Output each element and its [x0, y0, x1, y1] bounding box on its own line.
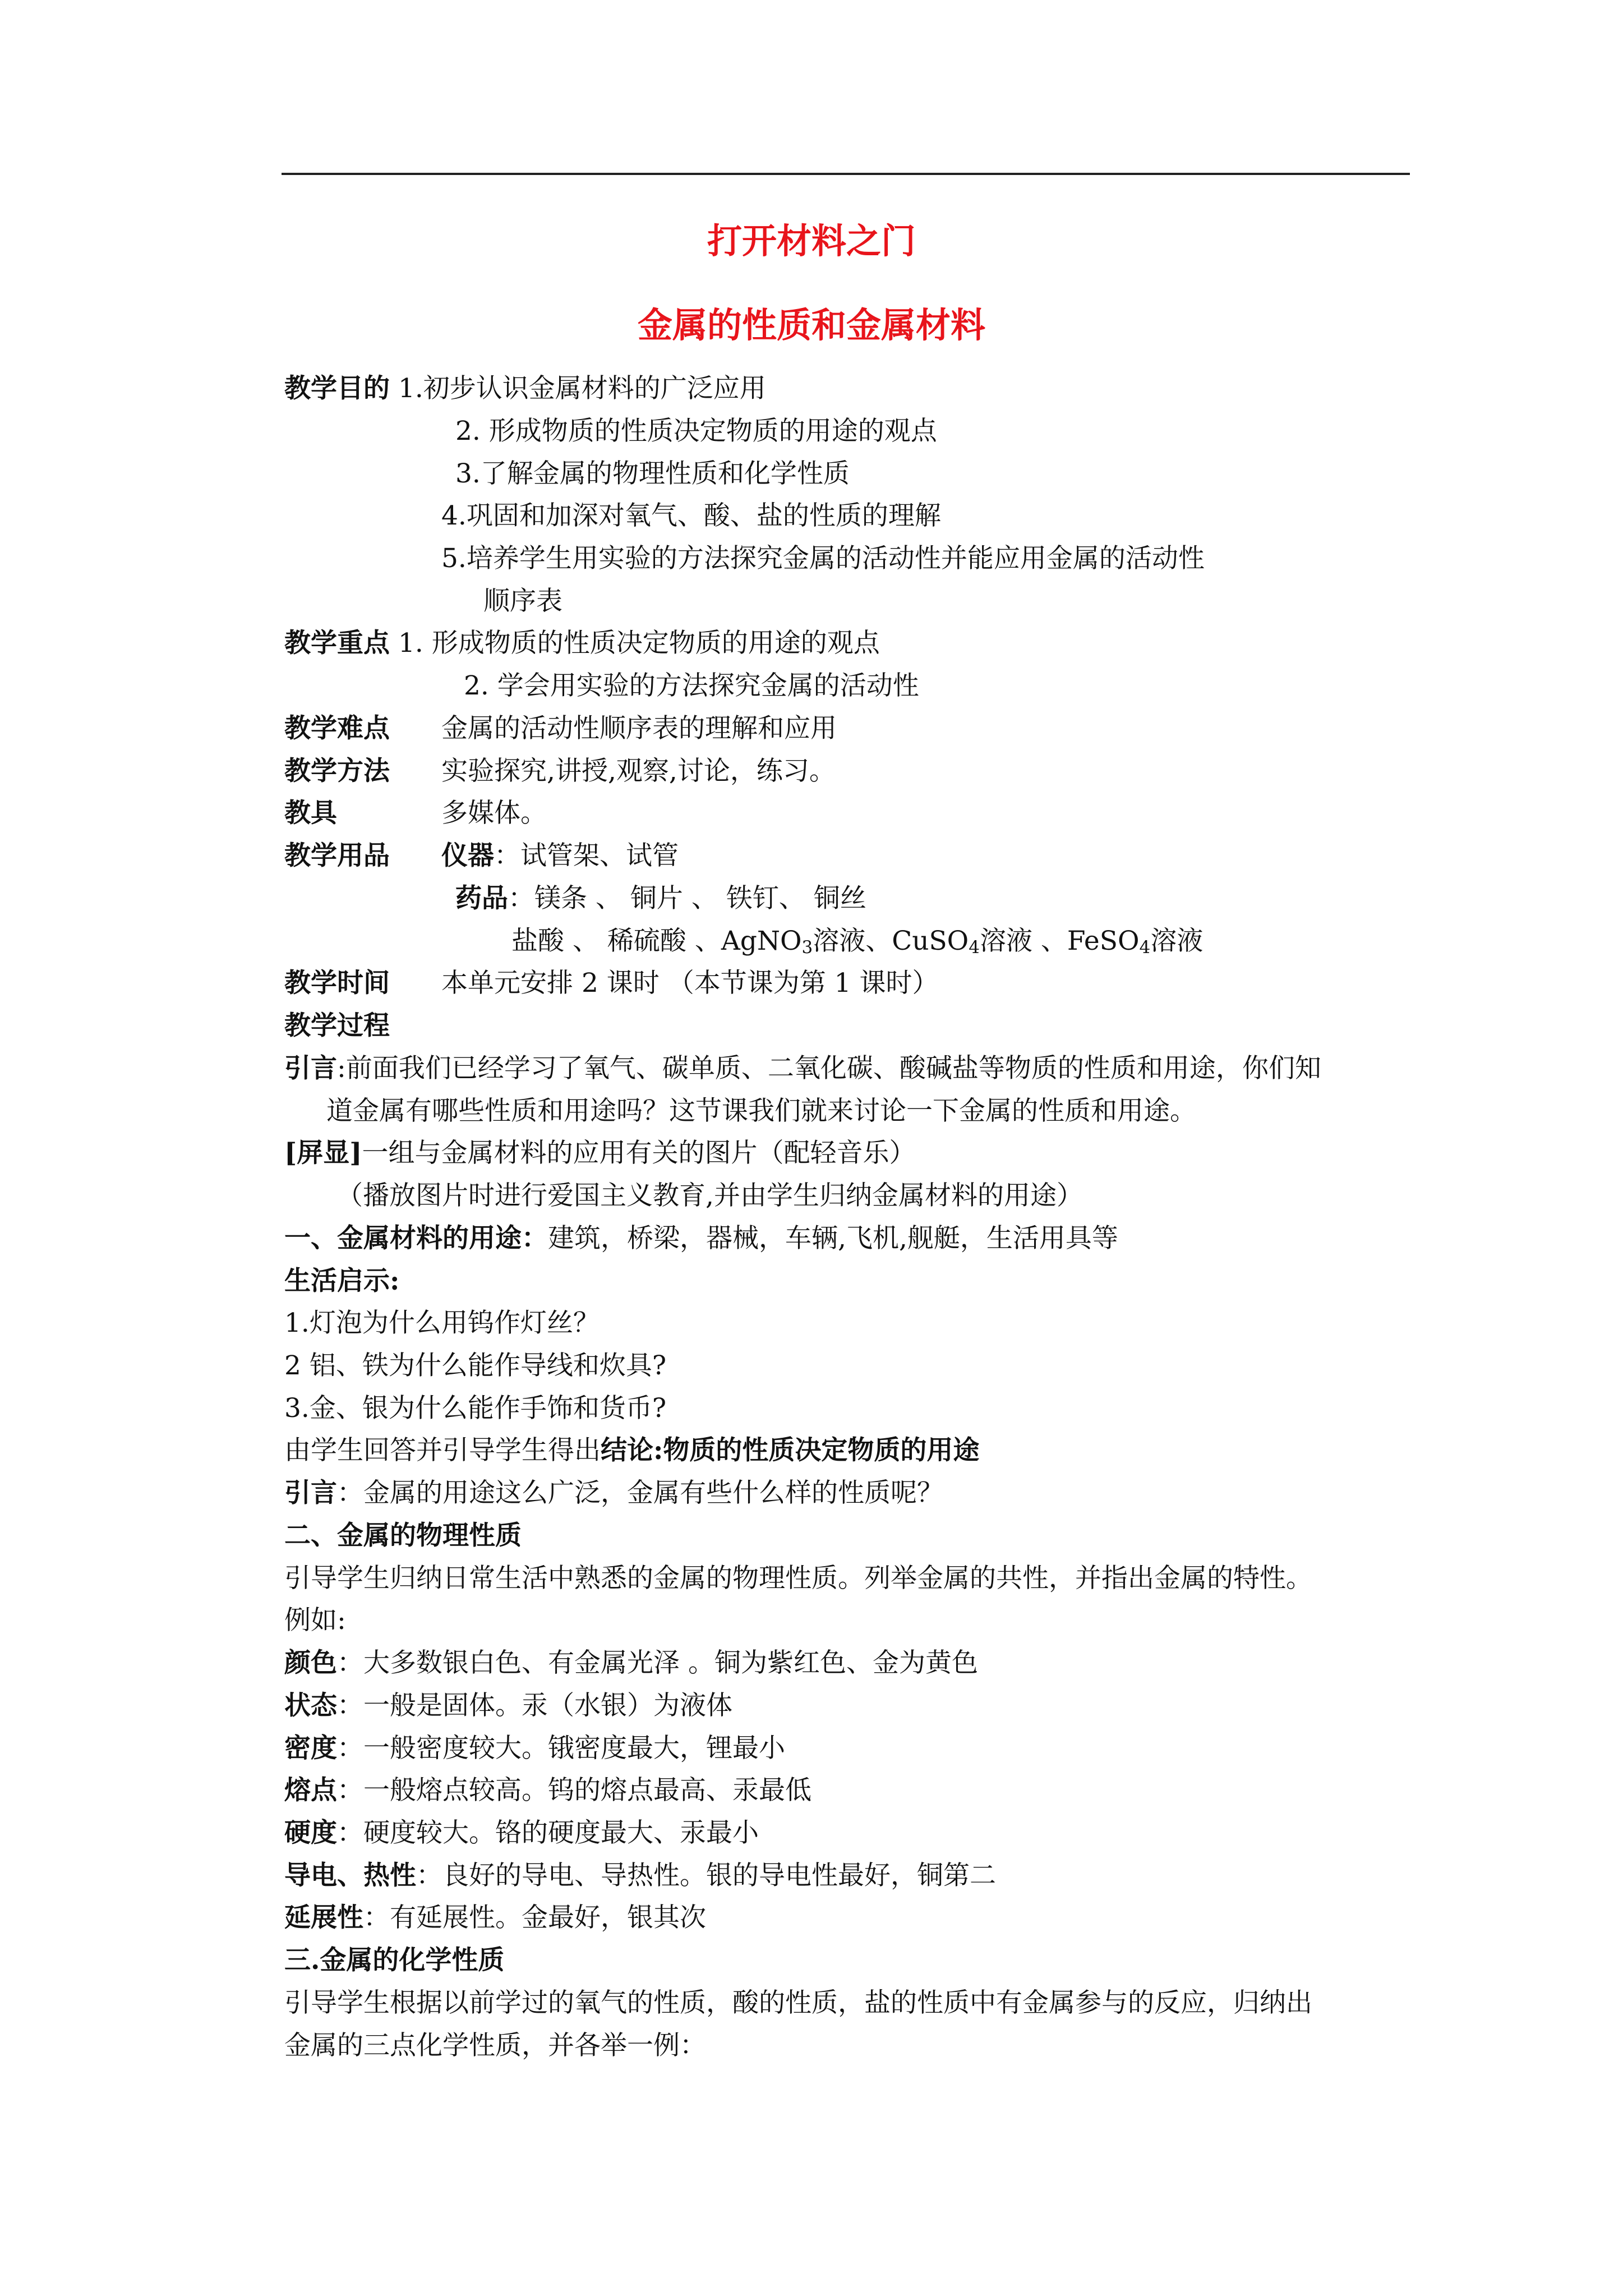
reagents-label: 药品 — [455, 883, 508, 914]
difficulty-text: 金属的活动性顺序表的理解和应用 — [441, 713, 837, 744]
supplies-label: 教学用品 — [284, 840, 390, 871]
screen-note: （播放图片时进行爱国主义教育,并由学生归纳金属材料的用途） — [336, 1180, 1083, 1211]
reagents-line-1: 药品：镁条 、 铜片 、 铁钉、 铜丝 — [455, 883, 866, 914]
conclusion-line: 由学生回答并引导学生得出结论:物质的性质决定物质的用途 — [284, 1435, 980, 1466]
document-subtitle: 金属的性质和金属材料 — [637, 305, 985, 346]
life-question-1: 1.灯泡为什么用钨作灯丝？ — [284, 1308, 600, 1338]
objective-item-4: 4.巩固和加深对氧气、酸、盐的性质的理解 — [441, 500, 941, 531]
document-title: 打开材料之门 — [707, 220, 916, 261]
time-label: 教学时间 — [284, 968, 390, 999]
methods-label: 教学方法 — [284, 756, 390, 786]
uses-heading: 一、金属材料的用途： — [284, 1223, 548, 1254]
objective-item-2: 2. 形成物质的性质决定物质的用途的观点 — [455, 416, 937, 447]
instruments-line: 仪器：试管架、试管 — [441, 840, 679, 871]
time-text: 本单元安排 2 课时 （本节课为第 1 课时） — [441, 968, 939, 999]
header-rule — [282, 173, 1410, 175]
key-points-line-1: 教学重点 1. 形成物质的性质决定物质的用途的观点 — [284, 628, 880, 659]
prop-ductility: 延展性：有延展性。金最好，银其次 — [284, 1902, 706, 1933]
objective-item-5-cont: 顺序表 — [483, 586, 562, 616]
prop-hardness: 硬度：硬度较大。铬的硬度最大、汞最小 — [284, 1818, 759, 1848]
prop-color: 颜色：大多数银白色、有金属光泽 。铜为紫红色、金为黄色 — [284, 1648, 978, 1678]
tools-text: 多媒体。 — [441, 798, 547, 829]
intro-line-2: 道金属有哪些性质和用途吗？这节课我们就来讨论一下金属的性质和用途。 — [326, 1096, 1196, 1126]
key-points-label: 教学重点 — [284, 628, 390, 659]
life-heading: 生活启示: — [284, 1266, 400, 1296]
intro2-line: 引言：金属的用途这么广泛，金属有些什么样的性质呢？ — [284, 1478, 943, 1508]
physical-heading: 二、金属的物理性质 — [284, 1520, 522, 1551]
intro2-label: 引言 — [284, 1478, 337, 1508]
physical-desc: 引导学生归纳日常生活中熟悉的金属的物理性质。列举金属的共性，并指出金属的特性。 — [284, 1563, 1312, 1594]
objective-item-5: 5.培养学生用实验的方法探究金属的活动性并能应用金属的活动性 — [441, 543, 1205, 574]
objectives-label: 教学目的 — [284, 373, 390, 404]
intro-label: 引言 — [284, 1053, 337, 1084]
conclusion-label: 结论:物质的性质决定物质的用途 — [601, 1435, 980, 1466]
chemical-heading: 三.金属的化学性质 — [284, 1945, 505, 1976]
prop-density: 密度：一般密度较大。锇密度最大，锂最小 — [284, 1733, 785, 1764]
screen-line: [屏显]一组与金属材料的应用有关的图片（配轻音乐） — [284, 1138, 916, 1168]
screen-label: [屏显] — [284, 1138, 362, 1168]
key-point-item-2: 2. 学会用实验的方法探究金属的活动性 — [464, 670, 919, 701]
intro-line-1: 引言:前面我们已经学习了氧气、碳单质、二氧化碳、酸碱盐等物质的性质和用途，你们知 — [284, 1053, 1321, 1084]
chemical-line-2: 金属的三点化学性质，并各举一例： — [284, 2030, 706, 2061]
tools-label: 教具 — [284, 798, 337, 829]
uses-line: 一、金属材料的用途：建筑，桥梁，器械，车辆,飞机,舰艇，生活用具等 — [284, 1223, 1118, 1254]
prop-conductivity: 导电、热性：良好的导电、导热性。银的导电性最好，铜第二 — [284, 1860, 996, 1891]
process-label: 教学过程 — [284, 1010, 390, 1041]
life-question-3: 3.金、银为什么能作手饰和货币? — [284, 1393, 667, 1424]
physical-example: 例如: — [284, 1605, 346, 1636]
reagents-line-2: 盐酸 、 稀硫酸 、AgNO$_3$溶液、CuSO$_4$溶液 、FeSO$_4$溶液 — [511, 926, 1204, 958]
prop-state: 状态：一般是固体。汞（水银）为液体 — [284, 1690, 732, 1721]
objective-item-3: 3.了解金属的物理性质和化学性质 — [455, 458, 850, 489]
difficulty-label: 教学难点 — [284, 713, 390, 744]
objectives-line-1: 教学目的 1.初步认识金属材料的广泛应用 — [284, 373, 766, 404]
instruments-label: 仪器 — [441, 840, 494, 871]
life-question-2: 2 铝、铁为什么能作导线和炊具? — [284, 1350, 667, 1381]
chemical-line-1: 引导学生根据以前学过的氧气的性质，酸的性质，盐的性质中有金属参与的反应，归纳出 — [284, 1987, 1312, 2018]
prop-melting-point: 熔点：一般熔点较高。钨的熔点最高、汞最低 — [284, 1775, 811, 1806]
methods-text: 实验探究,讲授,观察,讨论，练习。 — [441, 756, 836, 786]
